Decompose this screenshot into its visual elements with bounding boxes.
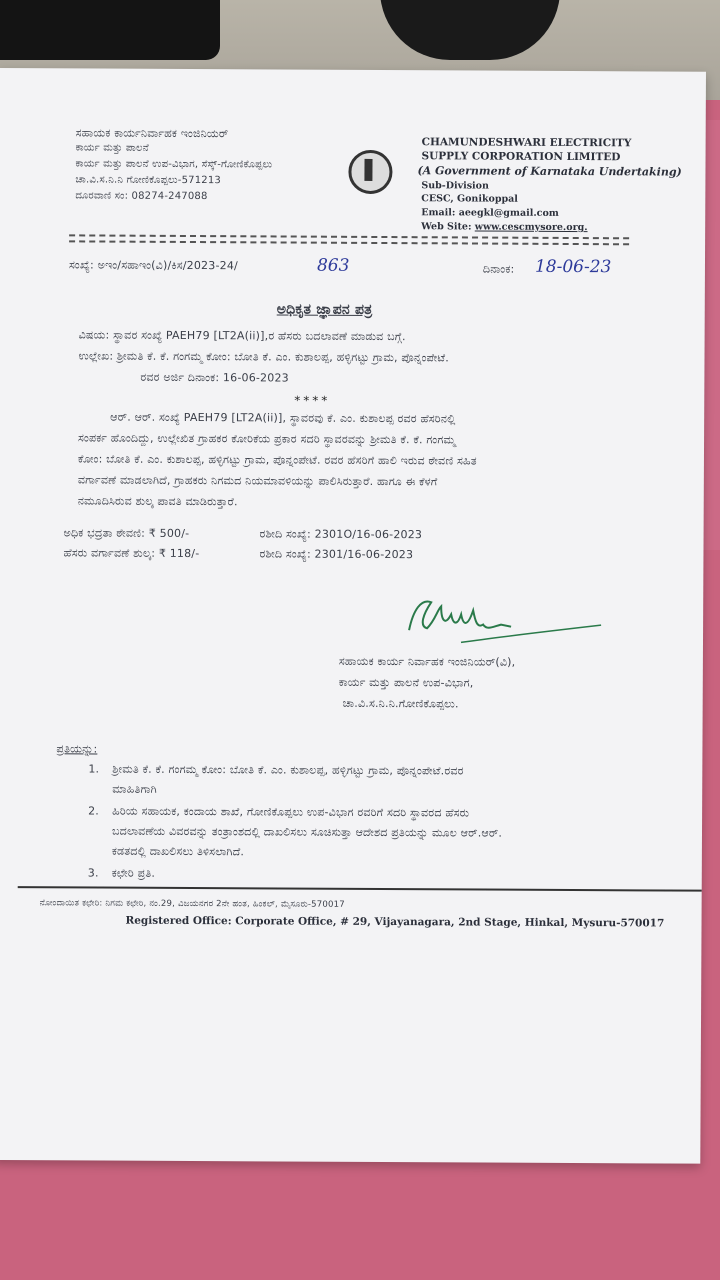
date-label: ದಿನಾಂಕ: <box>482 262 515 276</box>
body-line-5: ನಮೂದಿಸಿರುವ ಶುಲ್ಕ ಪಾವತಿ ಮಾಡಿರುತ್ತಾರೆ. <box>77 494 238 509</box>
footer-divider <box>18 886 702 892</box>
sub-division-label: Sub-Division <box>421 180 489 192</box>
website-label: Web Site: <box>421 221 475 233</box>
date-handwritten: 18-06-23 <box>534 256 612 278</box>
body-line-1: ಆರ್. ಆರ್. ಸಂಖ್ಯೆ PAEH79 [LT2A(ii)], ಸ್ಥಾವರವು ಕೆ. ಎಂ. ಕುಶಾಲಪ್ಪ ರವರ ಹೆಸರಿನಲ್ಲಿ <box>110 410 456 426</box>
fee-transfer-label: ಹೆಸರು ವರ್ಗಾವಣೆ ಶುಲ್ಕ: ₹ 118/- <box>63 546 200 561</box>
body-line-3: ಕೋಂ: ಬೋತಿ ಕೆ. ಎಂ. ಕುಶಾಲಪ್ಪ, ಹಳ್ಳಿಗಟ್ಟು ಗ್ರಾಮ, ಪೊನ್ನಂಪೇಟೆ. ರವರ ಹೆಸರಿಗೆ ಹಾಲಿ ಇರುವ ಠೇವಣಿ ಸಹಿತ <box>77 452 477 468</box>
company-name-line1: CHAMUNDESHWARI ELECTRICITY <box>421 136 632 150</box>
cesc-logo <box>348 150 392 194</box>
header-divider-2 <box>69 240 629 245</box>
header-left-line5: ದೂರವಾಣಿ ಸಂ: 08274-247088 <box>75 190 208 203</box>
header-left-line4: ಚಾ.ವಿ.ಸ.ನಿ.ನಿ ಗೋಣಿಕೊಪ್ಪಲು-571213 <box>75 174 222 187</box>
website-link[interactable]: www.cescmysore.org. <box>474 221 588 234</box>
header-left-line3: ಕಾರ್ಯ ಮತ್ತು ಪಾಲನೆ ಉಪ-ವಿಭಾಗ, ಸೆಸ್ಕ್-ಗೋಣಿಕೊಪ್ಪಲು <box>75 158 273 171</box>
copy-3-line1: ಕಛೇರಿ ಪ್ರತಿ. <box>111 866 156 880</box>
fee-transfer-receipt: ರಶೀದಿ ಸಂಖ್ಯೆ: 2301/16-06-2023 <box>259 547 414 562</box>
officer-signature <box>401 580 601 655</box>
copy-2-line2: ಬದಲಾವಣೆಯ ವಿವರವನ್ನು ತಂತ್ರಾಂಶದಲ್ಲಿ ದಾಖಲಿಸಲು ಸೂಚಿಸುತ್ತಾ ಆದೇಶದ ಪ್ರತಿಯನ್ನು ಮೂಲ ಆರ್.ಆರ್. <box>111 824 503 840</box>
copy-2-number: 2. <box>88 804 100 818</box>
copy-1-line2: ಮಾಹಿತಿಗಾಗಿ <box>112 782 157 796</box>
keyboard-edge <box>0 0 220 60</box>
document-title: ಅಧಿಕೃತ ಜ್ಞಾಪನ ಪತ್ರ <box>276 301 373 318</box>
letter-document <box>0 68 706 1164</box>
header-divider <box>69 234 629 239</box>
govt-undertaking: (A Government of Karnataka Undertaking) <box>417 164 682 179</box>
office-email: Email: aeegkl@gmail.com <box>421 207 559 219</box>
signatory-section: ಕಾರ್ಯ ಮತ್ತು ಪಾಲನೆ ಉಪ-ವಿಭಾಗ, <box>338 675 474 690</box>
body-line-2: ಸಂಪರ್ಕ ಹೊಂದಿದ್ದು, ಉಲ್ಲೇಖಿತ ಗ್ರಾಹಕರ ಕೋರಿಕೆಯ ಪ್ರಕಾರ ಸದರಿ ಸ್ಥಾವರವನ್ನು ಶ್ರೀಮತಿ ಕೆ. ಕೆ. ಗಂಗಮ್ಮ <box>78 431 456 447</box>
footer-registered-office: Registered Office: Corporate Office, # 29, Vijayanagara, 2nd Stage, Hinkal, Mysuru-570017 <box>125 914 665 930</box>
subject-line: ವಿಷಯ: ಸ್ಥಾವರ ಸಂಖ್ಯೆ PAEH79 [LT2A(ii)],ರ ಹೆಸರು ಬದಲಾವಣೆ ಮಾಡುವ ಬಗ್ಗೆ. <box>78 328 406 344</box>
separator-stars: **** <box>294 393 331 408</box>
reference-line-2: ರವರ ಅರ್ಜಿ ದಿನಾಂಕ: 16-06-2023 <box>140 370 289 385</box>
signatory-designation: ಸಹಾಯಕ ಕಾರ್ಯ ನಿರ್ವಾಹಕ ಇಂಜಿನಿಯರ್(ವಿ), <box>338 654 516 669</box>
header-left-line1: ಸಹಾಯಕ ಕಾರ್ಯನಿರ್ವಾಹಕ ಇಂಜಿನಿಯರ್ <box>75 126 229 141</box>
reference-number-label: ಸಂಖ್ಯೆ: ಅಇಂ/ಸಹಾಇಂ(ವಿ)/ಕಿಸ/2023-24/ <box>68 258 238 273</box>
reference-line-1: ಉಲ್ಲೇಖ: ಶ್ರೀಮತಿ ಕೆ. ಕೆ. ಗಂಗಮ್ಮ ಕೋಂ: ಬೋತಿ ಕೆ. ಎಂ. ಕುಶಾಲಪ್ಪ, ಹಳ್ಳಿಗಟ್ಟು ಗ್ರಾಮ, ಪೊನ್ನಂಪೇಟೆ. <box>78 349 450 365</box>
fee-deposit-label: ಅಧಿಕ ಭದ್ರತಾ ಠೇವಣಿ: ₹ 500/- <box>63 526 190 540</box>
copy-2-line1: ಹಿರಿಯ ಸಹಾಯಕ, ಕಂದಾಯ ಶಾಖೆ, ಗೋಣಿಕೊಪ್ಪಲು ಉಪ-ವಿಭಾಗ ರವರಿಗೆ ಸದರಿ ಸ್ಥಾವರದ ಹೆಸರು <box>112 804 470 820</box>
office-website <box>421 221 587 233</box>
header-left-line2: ಕಾರ್ಯ ಮತ್ತು ಪಾಲನೆ <box>75 142 149 154</box>
copy-1-number: 1. <box>88 762 100 776</box>
copy-1-line1: ಶ್ರೀಮತಿ ಕೆ. ಕೆ. ಗಂಗಮ್ಮ ಕೋಂ: ಬೋತಿ ಕೆ. ಎಂ. ಕುಶಾಲಪ್ಪ, ಹಳ್ಳಿಗಟ್ಟು ಗ್ರಾಮ, ಪೊನ್ನಂಪೇಟೆ.ರವರ <box>112 762 464 778</box>
reference-number-handwritten: 863 <box>316 255 350 276</box>
company-name-line2: SUPPLY CORPORATION LIMITED <box>421 150 621 164</box>
footer-kannada-address: ನೋಂದಾಯಿತ ಕಛೇರಿ: ನಿಗಮ ಕಛೇರಿ, ನಂ.29, ವಿಜಯನಗರ 2ನೇ ಹಂತ, ಹಿಂಕಲ್, ಮೈಸೂರು-570017 <box>39 898 345 910</box>
fee-deposit-receipt: ರಶೀದಿ ಸಂಖ್ಯೆ: 2301O/16-06-2023 <box>259 527 423 542</box>
signatory-office: ಚಾ.ವಿ.ಸ.ನಿ.ನಿ.ಗೋಣಿಕೊಪ್ಪಲು. <box>342 696 459 711</box>
body-line-4: ವರ್ಗಾವಣೆ ಮಾಡಲಾಗಿದೆ, ಗ್ರಾಹಕರು ನಿಗಮದ ನಿಯಮಾವಳಿಯನ್ನು ಪಾಲಿಸಿರುತ್ತಾರೆ. ಹಾಗೂ ಈ ಕೆಳಗೆ <box>77 473 438 489</box>
copy-2-line3: ಕಡತದಲ್ಲಿ ದಾಖಲಿಸಲು ತಿಳಿಸಲಾಗಿದೆ. <box>111 844 245 859</box>
office-name: CESC, Gonikoppal <box>421 193 518 205</box>
copy-3-number: 3. <box>87 866 99 880</box>
copies-title: ಪ್ರತಿಯನ್ನು: <box>56 742 98 756</box>
